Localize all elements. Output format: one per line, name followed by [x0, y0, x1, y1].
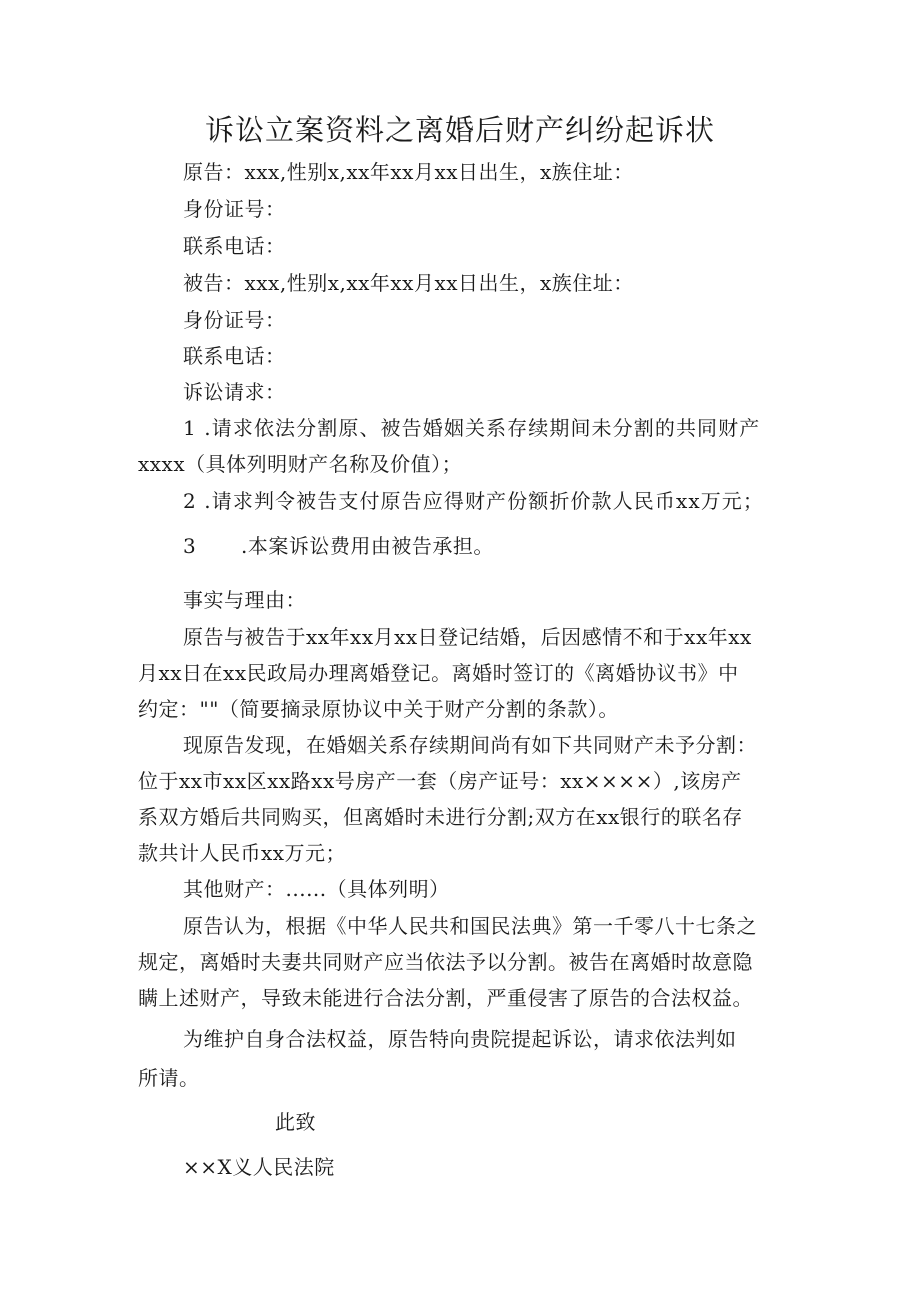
- claim-item-1-continued: xxxx（具体列明财产名称及价值）；: [138, 452, 463, 476]
- facts-paragraph-5-line-2: 所请。: [138, 1066, 200, 1090]
- claim-item-3-number: 3: [183, 534, 197, 558]
- claims-heading: 诉讼请求：: [183, 380, 286, 404]
- closing-court: ××X义人民法院: [183, 1155, 335, 1179]
- facts-paragraph-4-line-2: 规定，离婚时夫妻共同财产应当依法予以分割。被告在离婚时故意隐: [138, 950, 753, 974]
- defendant-info: 被告：xxx,性别x,xx年xx月xx日出生，x族住址：: [183, 271, 634, 295]
- plaintiff-id-label: 身份证号：: [183, 197, 286, 221]
- facts-paragraph-2-line-1: 现原告发现，在婚姻关系存续期间尚有如下共同财产未予分割：: [183, 733, 757, 757]
- plaintiff-info: 原告：xxx,性别x,xx年xx月xx日出生，x族住址：: [183, 160, 634, 184]
- claim-item-3: .本案诉讼费用由被告承担。: [241, 534, 494, 558]
- facts-heading: 事实与理由：: [183, 588, 306, 612]
- facts-paragraph-4-line-1: 原告认为，根据《中华人民共和国民法典》第一千零八十七条之: [183, 914, 757, 938]
- document-title: 诉讼立案资料之离婚后财产纠纷起诉状: [204, 113, 715, 147]
- claim-item-2: 2 .请求判令被告支付原告应得财产份额折价款人民币xx万元；: [183, 489, 764, 513]
- facts-paragraph-2-line-2: 位于xx市xx区xx路xx号房产一套（房产证号：xx××××）,该房产: [138, 769, 742, 793]
- facts-paragraph-2-line-4: 款共计人民币xx万元；: [138, 841, 347, 865]
- defendant-phone-label: 联系电话：: [183, 344, 286, 368]
- facts-paragraph-5-line-1: 为维护自身合法权益，原告特向贵院提起诉讼，请求依法判如: [183, 1027, 737, 1051]
- facts-paragraph-1-line-2: 月xx日在xx民政局办理离婚登记。离婚时签订的《离婚协议书》中: [138, 661, 739, 685]
- facts-paragraph-2-line-3: 系双方婚后共同购买，但离婚时未进行分割;双方在xx银行的联名存: [138, 805, 743, 829]
- facts-paragraph-1-line-1: 原告与被告于xx年xx月xx日登记结婚，后因感情不和于xx年xx: [183, 625, 752, 649]
- facts-paragraph-4-line-3: 瞒上述财产，导致未能进行合法分割，严重侵害了原告的合法权益。: [138, 986, 753, 1010]
- closing-salutation: 此致: [275, 1110, 316, 1134]
- defendant-id-label: 身份证号：: [183, 308, 286, 332]
- facts-paragraph-1-line-3: 约定：""（简要摘录原协议中关于财产分割的条款）。: [138, 697, 619, 721]
- facts-other-property: 其他财产：......（具体列明）: [183, 877, 450, 901]
- claim-item-1: 1 .请求依法分割原、被告婚姻关系存续期间未分割的共同财产: [183, 416, 761, 440]
- plaintiff-phone-label: 联系电话：: [183, 234, 286, 258]
